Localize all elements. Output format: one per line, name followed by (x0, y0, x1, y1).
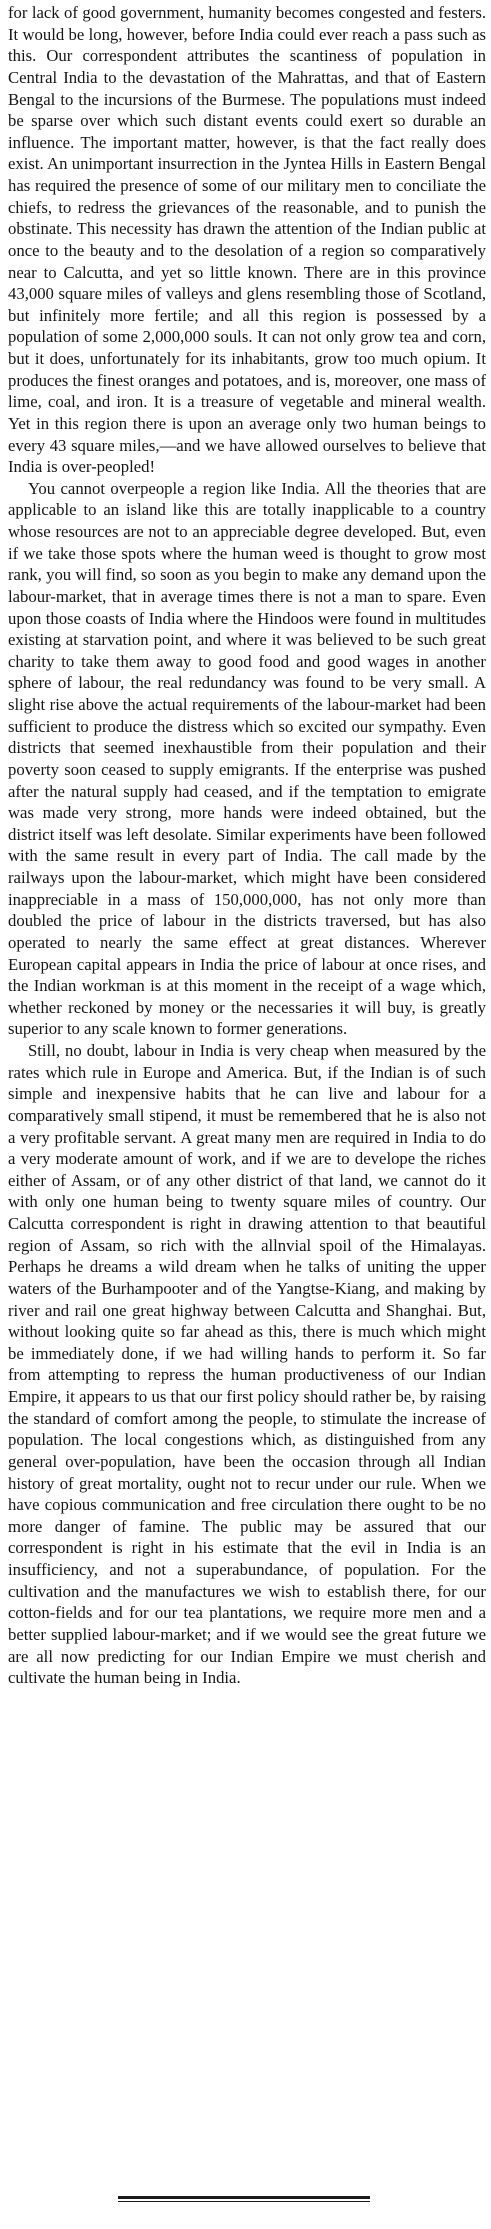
article-column (8, 2, 486, 1689)
double-rule-thin-line (118, 2201, 370, 2202)
section-end-rule (118, 2196, 370, 2202)
article-paragraph-2: You cannot overpeople a region like India. All the theories that are applicable to an island like this are totally inapplicable to a country whose resources are not to an appreciable degree developed. But, even if we take those spots where the human weed is thought to grow most rank, you will find, so soon as you begin to make any demand upon the labour-market, that in average times there is not a man to spare. Even upon those coasts of India where the Hindoos were found in multitudes existing at starvation point, and where it was believed to be such great charity to take them away to good food and good wages in another sphere of labour, the real redundancy was found to be very small. A slight rise above the actual requirements of the labour-market had been sufficient to produce the distress which so excited our sympathy. Even districts that seemed inexhaustible from their population and their poverty soon ceased to supply emigrants. If the enterprise was pushed after the natural supply had ceased, and if the temptation to emigrate was made very strong, more hands were indeed obtained, but the district itself was left desolate. Similar experiments have been followed with the same result in every part of India. The call made by the railways upon the labour-market, which might have been considered inappreciable in a mass of 150,000,000, has not only more than doubled the price of labour in the districts traversed, but has also operated to nearly the same effect at great distances. Wherever European capital appears in India the price of labour at once rises, and the Indian workman is at this moment in the receipt of a wage which, whether reckoned by money or the necessaries it will buy, is greatly superior to any scale known to former generations. (8, 478, 486, 1039)
article-paragraph-3: Still, no doubt, labour in India is very cheap when measured by the rates which rule in Europe and America. But, if the Indian is of such simple and inexpensive habits that he can live and labour for a comparatively small stipend, it must be remembered that he is also not a very profitable servant. A great many men are required in India to do a very moderate amount of work, and if we are to develope the riches either of Assam, or of any other district of that land, we cannot do it with only one human being to twenty square miles of country. Our Calcutta correspondent is right in drawing attention to that beautiful region of Assam, so rich with the allnvial spoil of the Himalayas. Perhaps he dreams a wild dream when he talks of uniting the upper waters of the Burhampooter and of the Yangtse-Kiang, and making by river and rail one great highway between Calcutta and Shanghai. But, without looking quite so far ahead as this, there is much which might be immediately done, if we had willing hands to perform it. So far from attempting to repress the human productiveness of our Indian Empire, it appears to us that our first policy should rather be, by raising the standard of comfort among the people, to stimulate the increase of population. The local congestions which, as distinguished from any general over-population, have been the occasion through all Indian history of great mortality, ought not to recur under our rule. When we have copious communication and free circulation there ought to be no more danger of famine. The public may be assured that our correspondent is right in his estimate that the evil in India is an insufficiency, and not a superabundance, of population. For the cultivation and the manufactures we wish to establish there, for our cotton-fields and for our tea plantations, we require more men and a better supplied labour-market; and if we would see the great future we are all now predicting for our Indian Empire we must cherish and cultivate the human being in India. (8, 1041, 486, 1688)
double-rule-thick-line (118, 2196, 370, 2199)
article-paragraph-1: for lack of good government, humanity becomes congested and festers. It would be long, however, before India could ever reach a pass such as this. Our correspondent attributes the scantiness of population in Central India to the devastation of the Mahrattas, and that of Eastern Bengal to the incursions of the Burmese. The populations must indeed be sparse over which such distant events could exert so durable an influence. The important matter, however, is that the fact really does exist. An unimportant insurrection in the Jyntea Hills in Eastern Bengal has required the presence of some of our military men to conciliate the chiefs, to redress the grievances of the reasonable, and to punish the obstinate. This necessity has drawn the attention of the Indian public at once to the beauty and to the desolation of a region so comparatively near to Calcutta, and yet so little known. There are in this province 43,000 square miles of valleys and glens resembling those of Scotland, but infinitely more fertile; and all this region is possessed by a population of some 2,000,000 souls. It can not only grow tea and corn, but it does, unfortunately for its inhabitants, grow too much opium. It produces the finest oranges and potatoes, and is, moreover, one mass of lime, coal, and iron. It is a treasure of vegetable and mineral wealth. Yet in this region there is upon an average only two human beings to every 43 square miles,—and we have allowed ourselves to believe that India is over-peopled! (8, 3, 486, 477)
